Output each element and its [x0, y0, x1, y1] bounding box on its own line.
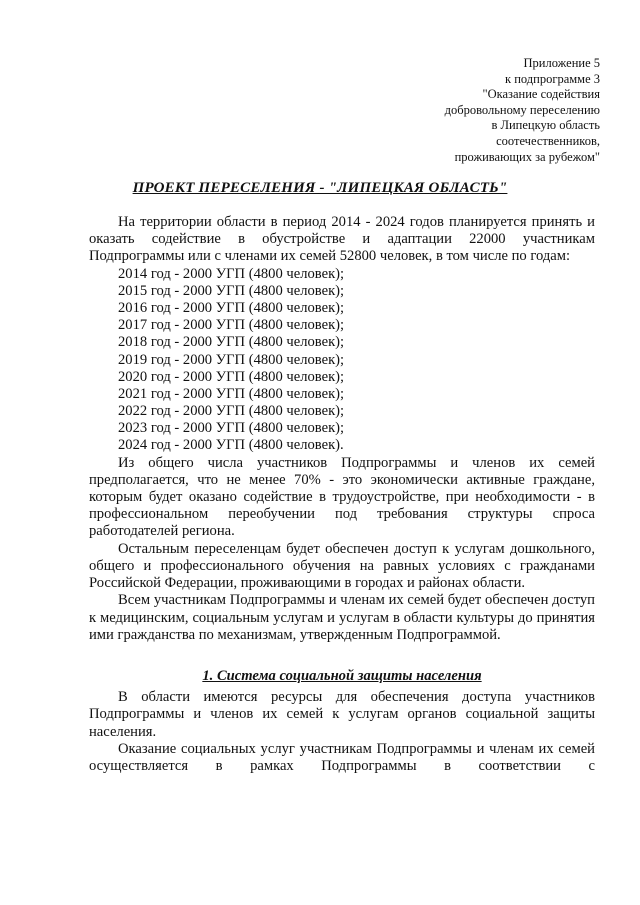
- body-paragraph: Всем участникам Подпрограммы и членам их семей будет обеспечен доступ к медицинским, социальным услугам и услугам в области культуры до принятия ими гражданства по механизмам, утвержденным Подпрограммой.: [89, 592, 595, 643]
- appendix-line: Приложение 5: [523, 56, 600, 70]
- intro-paragraph: На территории области в период 2014 - 2024 годов планируется принять и оказать содействие в обустройстве и адаптации 22000 участникам Подпрограммы или с членами их семей 52800 человек, в том числе по годам:: [89, 214, 595, 265]
- body-paragraph: Остальным переселенцам будет обеспечен доступ к услугам дошкольного, общего и профессионального обучения на равных условиях с гражданами Российской Федерации, проживающими в городах и районах области.: [89, 540, 595, 592]
- appendix-line: добровольному переселению: [444, 102, 600, 117]
- appendix-line: в Липецкую область: [491, 118, 600, 133]
- year-item: 2024 год - 2000 УГП (4800 человек).: [118, 437, 344, 454]
- year-item: 2015 год - 2000 УГП (4800 человек);: [118, 282, 345, 299]
- year-item: 2023 год - 2000 УГП (4800 человек);: [118, 420, 345, 437]
- appendix-note: [300, 56, 600, 165]
- body-paragraph: Из общего числа участников Подпрограммы и членов их семей предполагается, что не менее 70% - это экономически активные граждане, которым будет оказано содействие в трудоустройстве, при необходимости - в профессиональном переобучении под требования структуры спроса работодателей региона.: [89, 454, 595, 540]
- appendix-line: соотечественников,: [496, 133, 600, 148]
- year-item: 2016 год - 2000 УГП (4800 человек);: [118, 299, 345, 316]
- document-body: [89, 214, 595, 775]
- appendix-line: "Оказание содействия: [482, 87, 600, 102]
- section-heading: 1. Система социальной защиты населения: [202, 667, 482, 684]
- appendix-line: к подпрограмме 3: [505, 71, 600, 86]
- year-item: 2014 год - 2000 УГП (4800 человек);: [118, 265, 345, 282]
- year-item: 2019 год - 2000 УГП (4800 человек);: [118, 351, 345, 368]
- year-item: 2017 год - 2000 УГП (4800 человек);: [118, 317, 345, 334]
- year-item: 2021 год - 2000 УГП (4800 человек);: [118, 385, 345, 402]
- year-item: 2018 год - 2000 УГП (4800 человек);: [118, 334, 345, 351]
- year-item: 2022 год - 2000 УГП (4800 человек);: [118, 403, 345, 420]
- appendix-line: проживающих за рубежом": [454, 149, 600, 164]
- section-paragraph: В области имеются ресурсы для обеспечения доступа участников Подпрограммы и членов их семей к услугам органов социальной защиты населения.: [89, 689, 595, 740]
- document-title: ПРОЕКТ ПЕРЕСЕЛЕНИЯ - "ЛИПЕЦКАЯ ОБЛАСТЬ": [132, 180, 508, 196]
- year-item: 2020 год - 2000 УГП (4800 человек);: [118, 368, 345, 385]
- year-list: [89, 266, 595, 455]
- section-paragraph: Оказание социальных услуг участникам Подпрограммы и членам их семей осуществляется в рамках Подпрограммы в соответствии с: [89, 740, 595, 774]
